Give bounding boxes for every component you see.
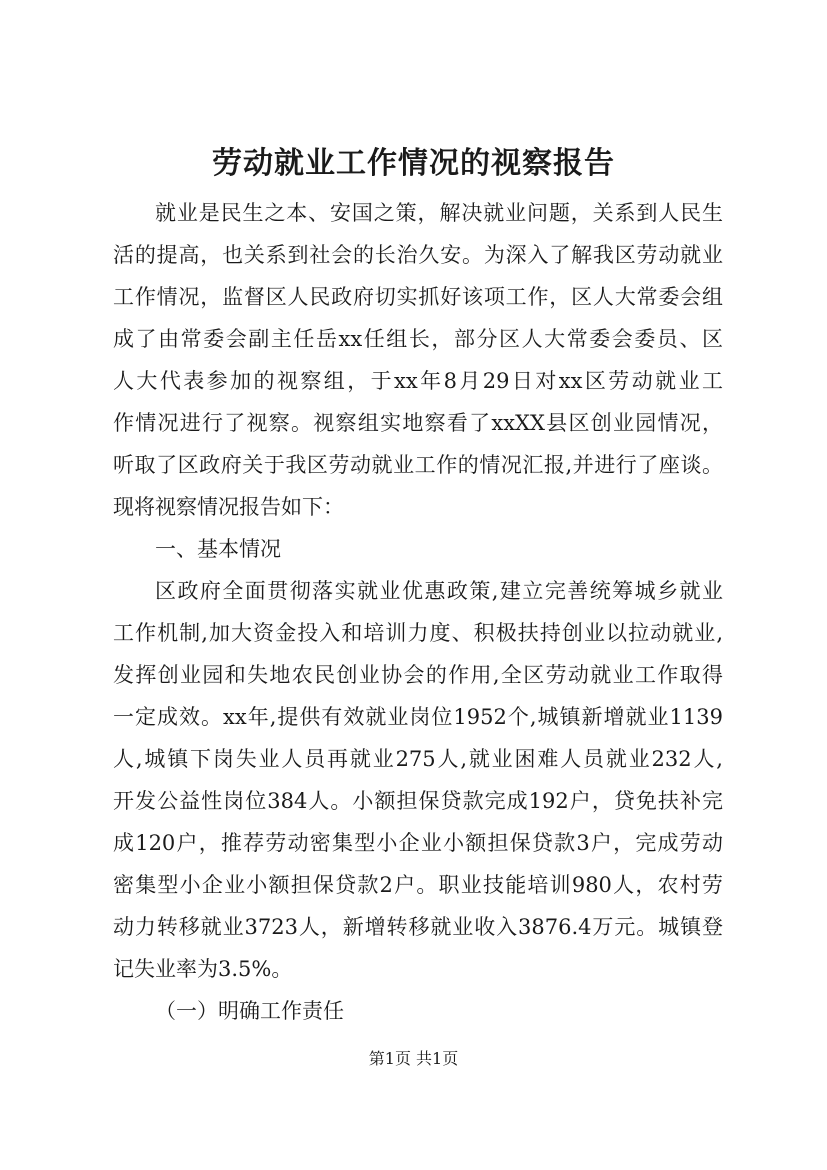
text-line: 工作机制,加大资金投入和培训力度、积极扶持创业以拉动就业, [113, 621, 723, 645]
text-line: 工作情况，监督区人民政府切实抓好该项工作，区人大常委会组 [113, 285, 723, 309]
text-line: 人大代表参加的视察组，于xx年8月29日对xx区劳动就业工 [113, 369, 723, 393]
text-line: 作情况进行了视察。视察组实地察看了xxXX县区创业园情况， [113, 411, 723, 435]
text-line: 动力转移就业3723人，新增转移就业收入3876.4万元。城镇登 [113, 915, 723, 939]
text-line: 记失业率为3.5%。 [113, 957, 293, 981]
text-line: 密集型小企业小额担保贷款2户。职业技能培训980人，农村劳 [113, 873, 723, 897]
document-body [113, 192, 723, 1032]
text-line: 听取了区政府关于我区劳动就业工作的情况汇报,并进行了座谈。 [113, 453, 723, 477]
text-line: 开发公益性岗位384人。小额担保贷款完成192户，贷免扶补完 [113, 789, 723, 813]
document-title: 劳动就业工作情况的视察报告 [212, 146, 615, 181]
text-line: 就业是民生之本、安国之策，解决就业问题，关系到人民生 [155, 201, 723, 225]
text-line: 活的提高，也关系到社会的长治久安。为深入了解我区劳动就业 [113, 243, 723, 267]
text-line: 成120户，推荐劳动密集型小企业小额担保贷款3户，完成劳动 [113, 831, 723, 855]
text-line: 一定成效。xx年,提供有效就业岗位1952个,城镇新增就业1139 [113, 705, 723, 729]
section-heading-basic: 一、基本情况 [155, 537, 281, 561]
page-number: 第1页 共1页 [368, 1049, 459, 1068]
text-line: 人,城镇下岗失业人员再就业275人,就业困难人员就业232人, [113, 747, 723, 771]
text-line: 成了由常委会副主任岳xx任组长，部分区人大常委会委员、区 [113, 327, 723, 351]
text-line: 现将视察情况报告如下： [113, 495, 344, 519]
section-heading-responsibility: （一）明确工作责任 [155, 999, 344, 1023]
text-line: 发挥创业园和失地农民创业协会的作用,全区劳动就业工作取得 [113, 663, 723, 687]
text-line: 区政府全面贯彻落实就业优惠政策,建立完善统筹城乡就业 [155, 579, 723, 603]
